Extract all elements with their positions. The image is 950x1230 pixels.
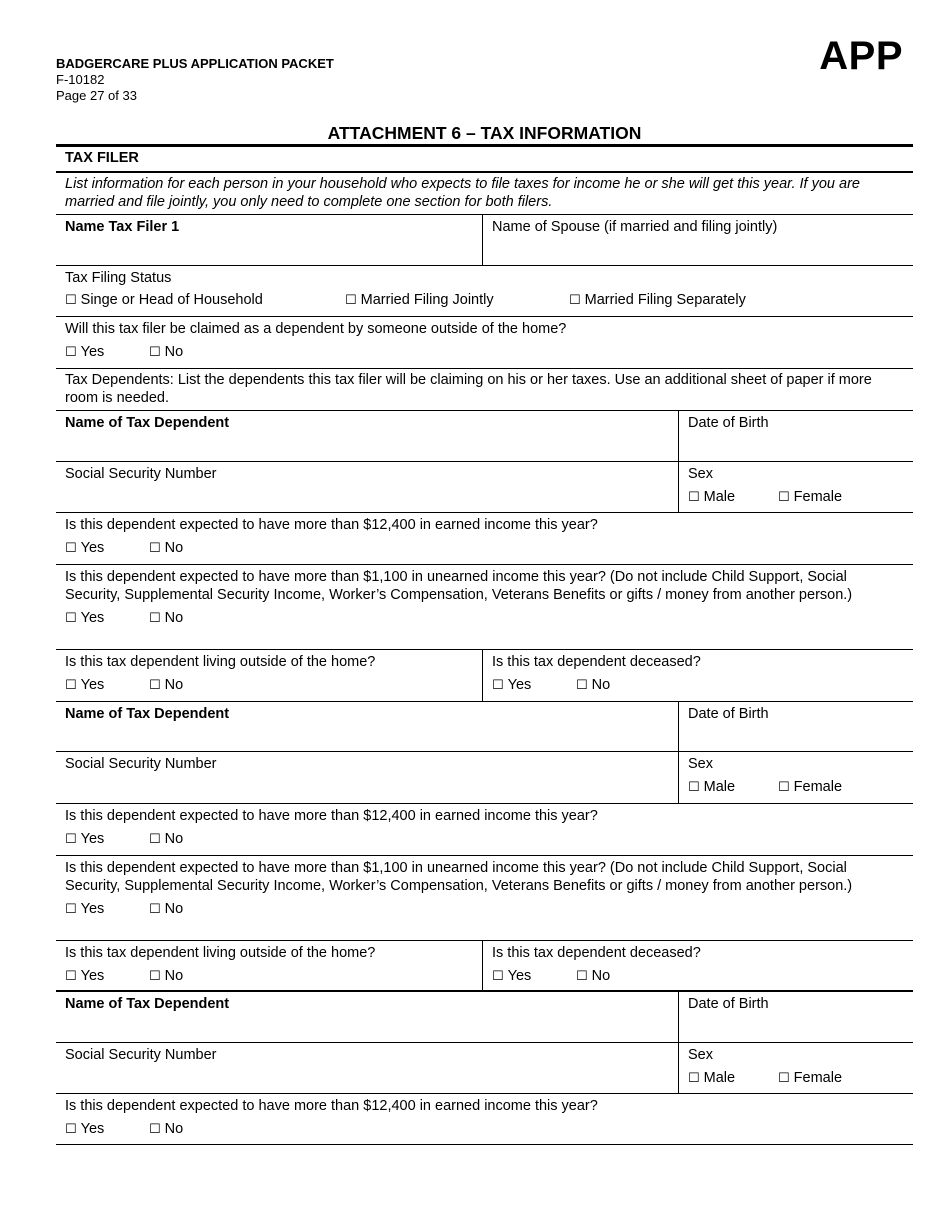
dependent-1-male-checkbox[interactable] — [688, 488, 778, 507]
filing-status-label: Tax Filing Status — [65, 270, 172, 286]
unearned-income-question: Is this dependent expected to have more than $1,100 in unearned income this year? (Do not include Child Support, Social Security, Supplemental Security Income, Worker’s Compensation, Veterans Benefits or gifts / money from another person.) — [65, 569, 853, 603]
dependent-1-deceased-yes-checkbox[interactable] — [492, 676, 576, 695]
dependent-1-earned-yes-checkbox[interactable] — [65, 539, 149, 558]
checkbox-icon: ☐ — [149, 902, 161, 917]
male-label: Male — [703, 779, 736, 795]
checkbox-icon: ☐ — [65, 293, 77, 308]
yes-label: Yes — [80, 831, 105, 847]
checkbox-icon: ☐ — [149, 345, 161, 360]
dependent-2-unearned-no-checkbox[interactable] — [149, 900, 183, 919]
dependent-1-female-checkbox[interactable] — [778, 488, 842, 507]
dob-label: Date of Birth — [688, 996, 769, 1012]
yes-label: Yes — [80, 901, 105, 917]
checkbox-icon: ☐ — [149, 678, 161, 693]
yes-label: Yes — [80, 610, 105, 626]
sex-label: Sex — [688, 756, 713, 772]
earned-income-question: Is this dependent expected to have more than $12,400 in earned income this year? — [65, 1098, 598, 1114]
living-outside-question: Is this tax dependent living outside of the home? — [65, 945, 376, 961]
living-outside-question: Is this tax dependent living outside of the home? — [65, 654, 376, 670]
dependent-2-unearned-yes-checkbox[interactable] — [65, 900, 149, 919]
dependent-2-ssn-field[interactable] — [56, 752, 678, 803]
dependent-2-ssn-row — [56, 752, 913, 804]
dependent-1-deceased-no-checkbox[interactable] — [576, 676, 610, 695]
dependent-1-unearned-yes-checkbox[interactable] — [65, 609, 149, 628]
filer-name-field[interactable] — [56, 215, 482, 265]
dependent-1-dob-field[interactable] — [678, 411, 913, 461]
app-code: APP — [819, 34, 903, 78]
dependent-2-outside-yes-checkbox[interactable] — [65, 967, 149, 986]
tax-filer-heading: TAX FILER — [65, 150, 139, 166]
no-label: No — [164, 344, 184, 360]
deceased-question: Is this tax dependent deceased? — [492, 945, 701, 961]
checkbox-icon: ☐ — [778, 1071, 790, 1086]
dependent-1-earned-no-checkbox[interactable] — [149, 539, 183, 558]
dependent-3-ssn-row — [56, 1043, 913, 1094]
checkbox-icon: ☐ — [149, 832, 161, 847]
checkbox-icon: ☐ — [492, 678, 504, 693]
dependent-2-earned-no-checkbox[interactable] — [149, 830, 183, 849]
dependent-1-unearned-row — [56, 565, 913, 650]
yes-label: Yes — [80, 344, 105, 360]
checkbox-icon: ☐ — [65, 611, 77, 626]
checkbox-icon: ☐ — [576, 678, 588, 693]
checkbox-icon: ☐ — [65, 1122, 77, 1137]
dependent-3-earned-row — [56, 1094, 913, 1145]
page-number: Page 27 of 33 — [56, 88, 137, 103]
dob-label: Date of Birth — [688, 415, 769, 431]
dependent-2-unearned-row — [56, 856, 913, 941]
filer-name-label: Name Tax Filer 1 — [65, 219, 180, 235]
dependent-2-outside-no-checkbox[interactable] — [149, 967, 183, 986]
checkbox-icon: ☐ — [492, 969, 504, 984]
yes-label: Yes — [80, 540, 105, 556]
claimed-dependent-question: Will this tax filer be claimed as a dependent by someone outside of the home? — [65, 321, 567, 337]
claimed-yes-checkbox[interactable] — [65, 343, 149, 362]
status-single-label: Singe or Head of Household — [80, 292, 263, 308]
status-separate-label: Married Filing Separately — [584, 292, 746, 308]
checkbox-icon: ☐ — [778, 780, 790, 795]
dependent-name-label: Name of Tax Dependent — [65, 706, 230, 722]
no-label: No — [164, 901, 184, 917]
no-label: No — [164, 1121, 184, 1137]
dependent-3-earned-yes-checkbox[interactable] — [65, 1120, 149, 1139]
status-joint-label: Married Filing Jointly — [360, 292, 494, 308]
no-label: No — [164, 831, 184, 847]
spouse-name-label: Name of Spouse (if married and filing jointly) — [492, 219, 778, 235]
male-label: Male — [703, 489, 736, 505]
dependent-2-female-checkbox[interactable] — [778, 778, 842, 797]
dependent-1-ssn-row — [56, 462, 913, 513]
dependents-instructions-row — [56, 369, 913, 411]
dependent-2-status-row — [56, 941, 913, 992]
dependent-2-name-field[interactable] — [56, 702, 678, 751]
dependent-3-ssn-field[interactable] — [56, 1043, 678, 1093]
claimed-dependent-row — [56, 317, 913, 369]
dependent-1-name-field[interactable] — [56, 411, 678, 461]
checkbox-icon: ☐ — [149, 969, 161, 984]
male-label: Male — [703, 1070, 736, 1086]
dependent-1-earned-row — [56, 513, 913, 565]
yes-label: Yes — [507, 677, 532, 693]
checkbox-icon: ☐ — [65, 345, 77, 360]
dependent-1-outside-no-checkbox[interactable] — [149, 676, 183, 695]
checkbox-icon: ☐ — [688, 780, 700, 795]
checkbox-icon: ☐ — [688, 490, 700, 505]
checkbox-icon: ☐ — [65, 678, 77, 693]
dependent-3-female-checkbox[interactable] — [778, 1069, 842, 1088]
no-label: No — [591, 677, 611, 693]
earned-income-question: Is this dependent expected to have more than $12,400 in earned income this year? — [65, 808, 598, 824]
dependent-3-male-checkbox[interactable] — [688, 1069, 778, 1088]
spouse-name-field[interactable] — [482, 215, 913, 265]
dependent-1-status-row — [56, 650, 913, 702]
dependent-2-earned-yes-checkbox[interactable] — [65, 830, 149, 849]
checkbox-icon: ☐ — [65, 902, 77, 917]
filer-name-row — [56, 215, 913, 266]
checkbox-icon: ☐ — [345, 293, 357, 308]
tax-filer-instructions: List information for each person in your household who expects to file taxes for income he or she will get this year. If you are married and file jointly, you only need to complete one section for both filers. — [65, 176, 860, 210]
checkbox-icon: ☐ — [149, 1122, 161, 1137]
form-number: F-10182 — [56, 72, 105, 87]
dependent-3-earned-no-checkbox[interactable] — [149, 1120, 183, 1139]
no-label: No — [164, 540, 184, 556]
dependent-3-name-field[interactable] — [56, 992, 678, 1042]
yes-label: Yes — [80, 677, 105, 693]
tax-filer-heading-row — [56, 146, 913, 173]
ssn-label: Social Security Number — [65, 756, 217, 772]
dependent-1-outside-yes-checkbox[interactable] — [65, 676, 149, 695]
dob-label: Date of Birth — [688, 706, 769, 722]
dependent-2-earned-row — [56, 804, 913, 856]
checkbox-icon: ☐ — [569, 293, 581, 308]
checkbox-icon: ☐ — [65, 541, 77, 556]
claimed-no-checkbox[interactable] — [149, 343, 183, 362]
ssn-label: Social Security Number — [65, 1047, 217, 1063]
no-label: No — [164, 968, 184, 984]
dependent-2-dob-field[interactable] — [678, 702, 913, 751]
status-separate-checkbox[interactable] — [569, 291, 746, 310]
tax-form — [56, 146, 913, 1145]
deceased-question: Is this tax dependent deceased? — [492, 654, 701, 670]
status-joint-checkbox[interactable] — [345, 291, 569, 310]
sex-label: Sex — [688, 466, 713, 482]
no-label: No — [164, 610, 184, 626]
checkbox-icon: ☐ — [149, 541, 161, 556]
female-label: Female — [793, 1070, 843, 1086]
unearned-income-question: Is this dependent expected to have more than $1,100 in unearned income this year? (Do not include Child Support, Social Security, Supplemental Security Income, Worker’s Compensation, Veterans Benefits or gifts / money from another person.) — [65, 860, 853, 894]
dependent-1-unearned-no-checkbox[interactable] — [149, 609, 183, 628]
checkbox-icon: ☐ — [576, 969, 588, 984]
sex-label: Sex — [688, 1047, 713, 1063]
no-label: No — [164, 677, 184, 693]
dependent-3-dob-field[interactable] — [678, 992, 913, 1042]
dependent-2-deceased-no-checkbox[interactable] — [576, 967, 610, 986]
checkbox-icon: ☐ — [778, 490, 790, 505]
dependents-instructions: Tax Dependents: List the dependents this tax filer will be claiming on his or her taxes. Use an additional sheet of paper if more room is needed. — [65, 372, 872, 406]
checkbox-icon: ☐ — [65, 969, 77, 984]
form-header — [56, 56, 334, 104]
ssn-label: Social Security Number — [65, 466, 217, 482]
status-single-checkbox[interactable] — [65, 291, 345, 310]
dependent-2-name-row — [56, 702, 913, 752]
checkbox-icon: ☐ — [65, 832, 77, 847]
instructions-row — [56, 173, 913, 215]
earned-income-question: Is this dependent expected to have more than $12,400 in earned income this year? — [65, 517, 598, 533]
dependent-name-label: Name of Tax Dependent — [65, 415, 230, 431]
yes-label: Yes — [80, 968, 105, 984]
no-label: No — [591, 968, 611, 984]
dependent-3-name-row — [56, 992, 913, 1043]
female-label: Female — [793, 779, 843, 795]
dependent-1-name-row — [56, 411, 913, 462]
yes-label: Yes — [80, 1121, 105, 1137]
packet-title: BADGERCARE PLUS APPLICATION PACKET — [56, 56, 334, 71]
dependent-name-label: Name of Tax Dependent — [65, 996, 230, 1012]
dependent-2-male-checkbox[interactable] — [688, 778, 778, 797]
female-label: Female — [793, 489, 843, 505]
filing-status-row — [56, 266, 913, 317]
dependent-2-deceased-yes-checkbox[interactable] — [492, 967, 576, 986]
dependent-1-ssn-field[interactable] — [56, 462, 678, 512]
page-title: ATTACHMENT 6 – TAX INFORMATION — [327, 123, 642, 143]
checkbox-icon: ☐ — [688, 1071, 700, 1086]
checkbox-icon: ☐ — [149, 611, 161, 626]
yes-label: Yes — [507, 968, 532, 984]
